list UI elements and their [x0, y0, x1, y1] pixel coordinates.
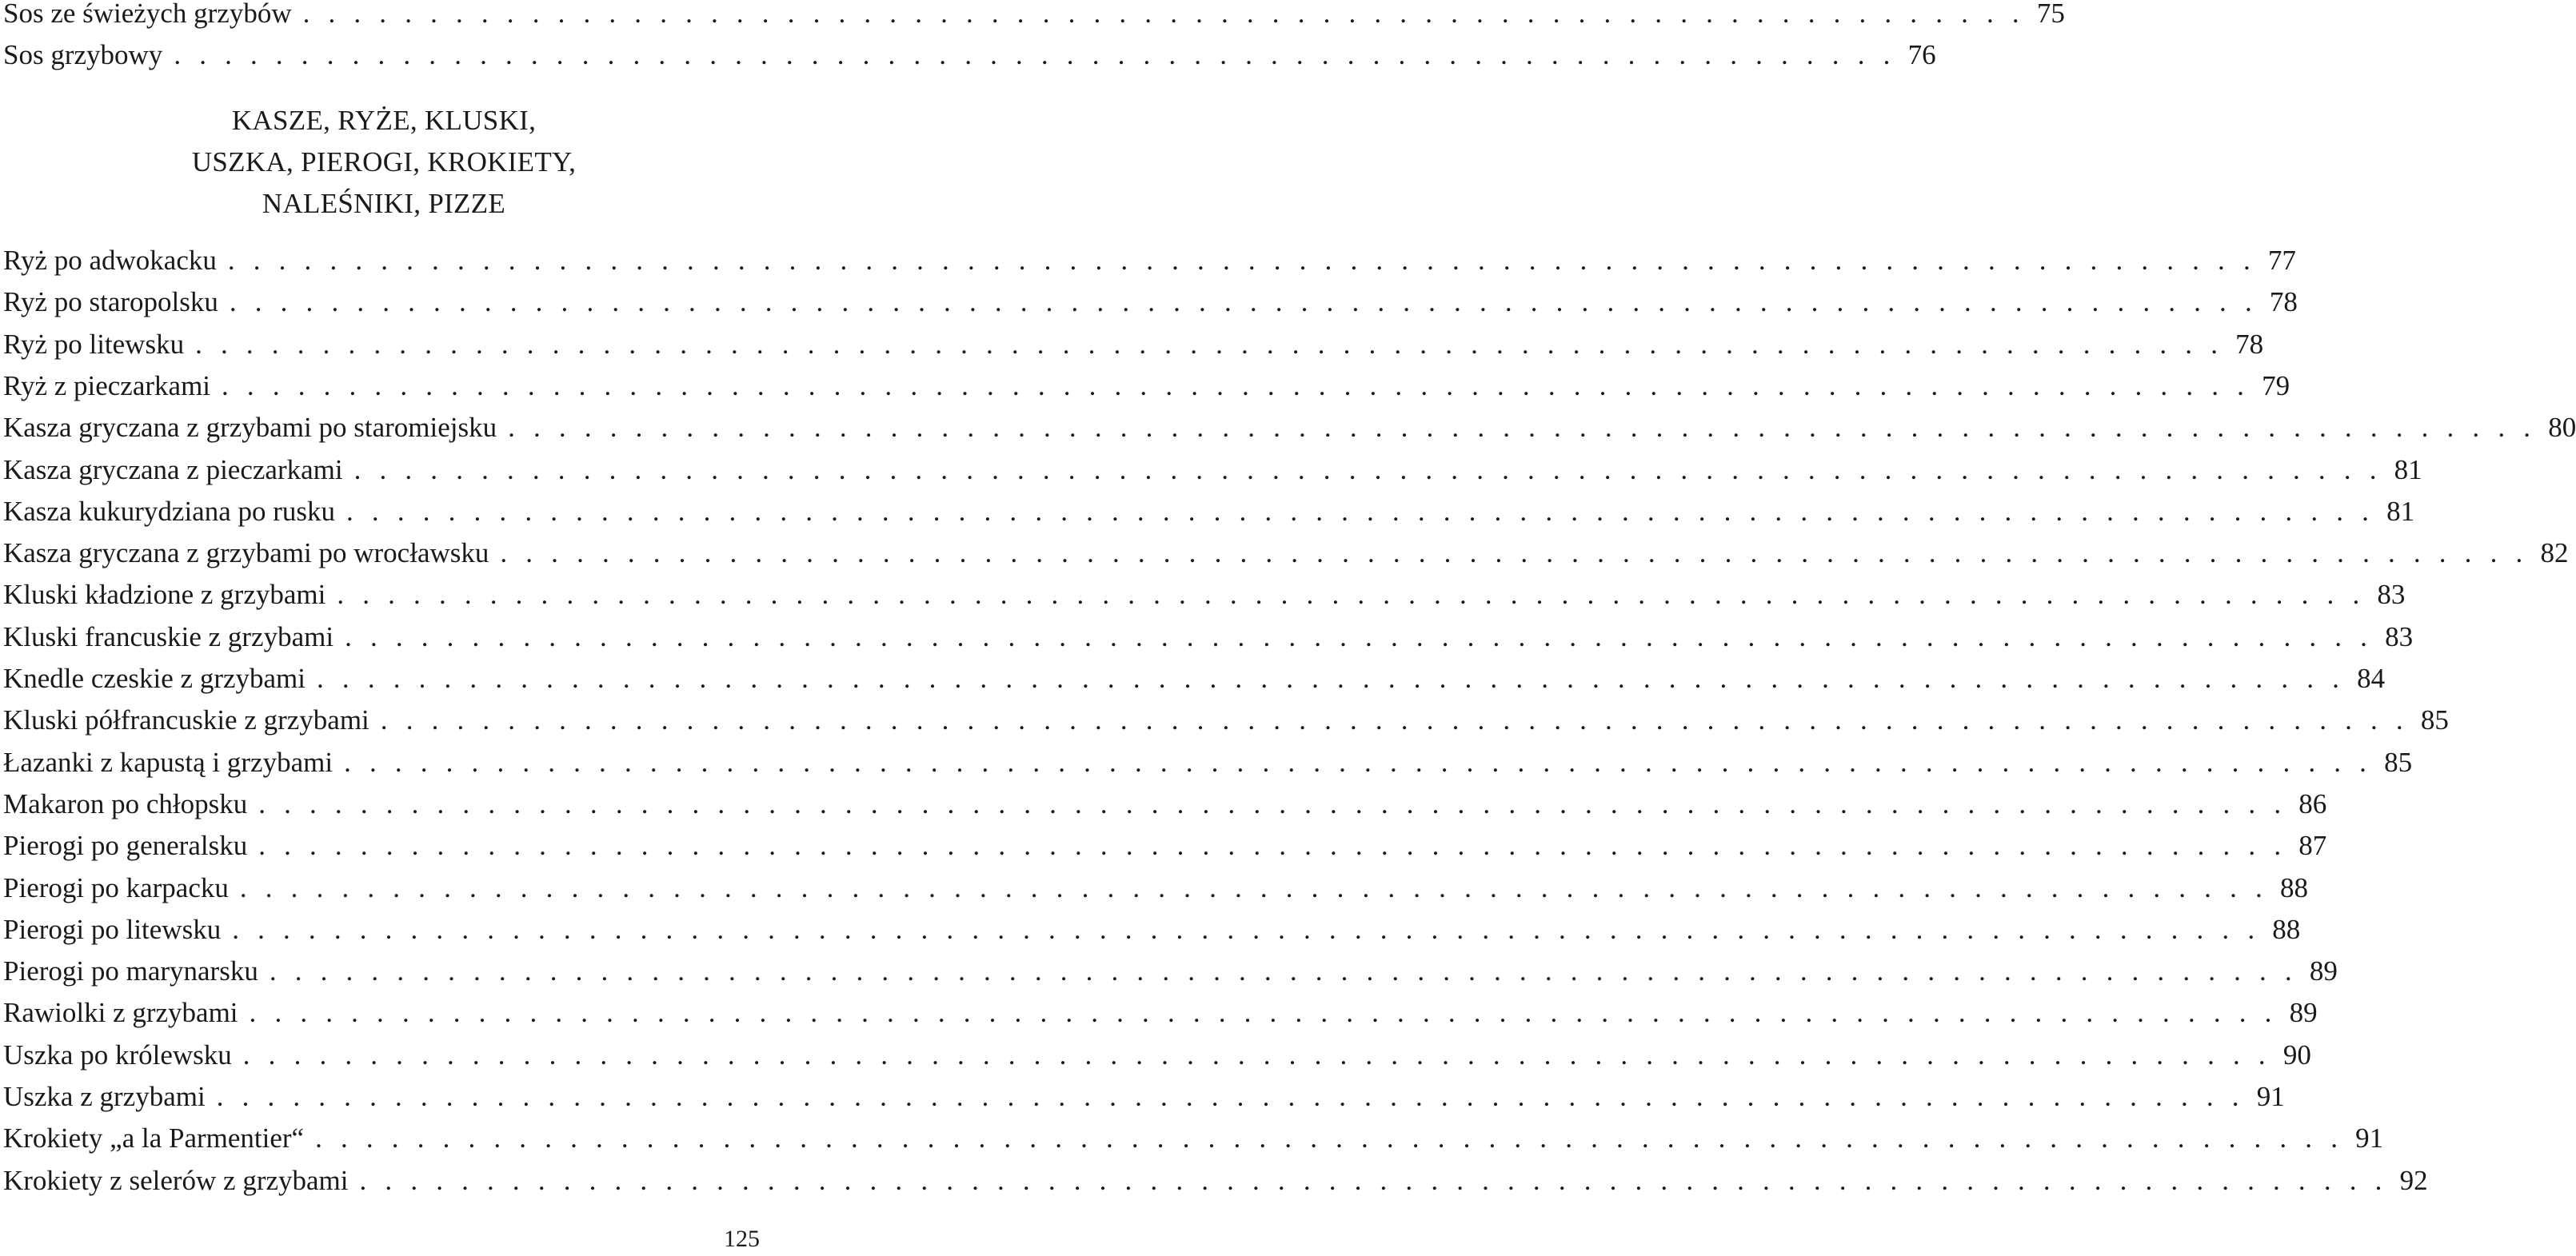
toc-entry	[3, 575, 2406, 615]
page-number: 125	[724, 1226, 760, 1252]
toc-entry-title: Uszka z grzybami	[3, 1081, 206, 1112]
toc-entry	[3, 951, 2338, 991]
toc-entry-page: 88	[2272, 913, 2301, 945]
toc-entry-title: Ryż z pieczarkami	[3, 369, 211, 401]
toc-entry-title: Sos grzybowy	[3, 39, 163, 70]
toc-entry-page: 80	[2548, 412, 2576, 444]
toc-entry	[3, 659, 2386, 699]
toc-entry-title: Ryż po staropolsku	[3, 286, 218, 318]
toc-entry-title: Krokiety z selerów z grzybami	[3, 1164, 349, 1196]
dot-leader: . . . . . . . . . . . . . . . . . . . . . . . . . . . . . . . . . . . . . . . . . . . . . . . . . . . . . . . . . . . . . . . . . . . . . . . . . . . . . . . .	[258, 830, 2287, 862]
toc-entry-title: Kasza gryczana z pieczarkami	[3, 453, 343, 485]
toc-entry-page: 84	[2357, 663, 2386, 694]
toc-entry	[3, 533, 2569, 573]
section-heading-line-1: KASZE, RYŻE, KLUSKI,	[231, 105, 537, 136]
dot-leader: . . . . . . . . . . . . . . . . . . . . . . . . . . . . . . . . . . . . . . . . . . . . . . . . . . . . . . . . . . . . . . . . . . . . . . . . . . . . . . . .	[344, 746, 2373, 778]
toc-entry-page: 91	[2256, 1081, 2285, 1112]
toc-entry-title: Kluski francuskie z grzybami	[3, 620, 334, 652]
toc-entry-page: 92	[2399, 1164, 2428, 1196]
toc-entry-page: 79	[2262, 369, 2290, 401]
dot-leader: . . . . . . . . . . . . . . . . . . . . . . . . . . . . . . . . . . . . . . . . . . . . . . . . . . . . . . . . . . . . . . . . . . . . . . . . . . . . . . . .	[359, 1164, 2388, 1196]
toc-entry-page: 78	[2235, 328, 2264, 360]
dot-leader: . . . . . . . . . . . . . . . . . . . . . . . . . . . . . . . . . . . . . . . . . . . . . . . . . . . . . . . . . . . . . . . . . . . . . . . . . . . . . . . .	[222, 369, 2251, 401]
toc-entry	[3, 1118, 2384, 1158]
toc-entry-page: 75	[2036, 0, 2065, 29]
dot-leader: . . . . . . . . . . . . . . . . . . . . . . . . . . . . . . . . . . . . . . . . . . . . . . . . . . . . . . . . . . . . . . . . . . . . . . . . . . . . . . . .	[380, 704, 2409, 736]
dot-leader: . . . . . . . . . . . . . . . . . . . . . . . . . . . . . . . . . . . . . . . . . . . . . . . . . . . . . . . . . . . . . . . . . . . .	[174, 39, 1896, 70]
dot-leader: . . . . . . . . . . . . . . . . . . . . . . . . . . . . . . . . . . . . . . . . . . . . . . . . . . . . . . . . . . . . . . . . . . . . . . . . . . . . . . . .	[216, 1081, 2245, 1112]
toc-entry-page: 89	[2289, 997, 2318, 1029]
toc-entry	[3, 408, 2576, 448]
toc-entry	[3, 1161, 2428, 1201]
dot-leader: . . . . . . . . . . . . . . . . . . . . . . . . . . . . . . . . . . . . . . . . . . . . . . . . . . . . . . . . . . . . . . . . . . . .	[302, 0, 2025, 29]
toc-entry-page: 78	[2269, 286, 2298, 318]
dot-leader: . . . . . . . . . . . . . . . . . . . . . . . . . . . . . . . . . . . . . . . . . . . . . . . . . . . . . . . . . . . . . . . . . . . . . . . . . . . . . . . .	[239, 871, 2268, 903]
toc-entry	[3, 366, 2290, 406]
toc-entry-page: 86	[2298, 787, 2327, 819]
dot-leader: . . . . . . . . . . . . . . . . . . . . . . . . . . . . . . . . . . . . . . . . . . . . . . . . . . . . . . . . . . . . . . . . . . . . . . . . . . . . . . . .	[500, 537, 2529, 569]
toc-entry-title: Kluski półfrancuskie z grzybami	[3, 704, 369, 736]
toc-entry-page: 81	[2394, 453, 2422, 485]
toc-entry-title: Pierogi po marynarsku	[3, 955, 258, 987]
toc-entry	[3, 743, 2413, 783]
toc-entry-page: 87	[2298, 830, 2327, 862]
toc-entry	[3, 35, 1936, 75]
toc-entry-page: 76	[1907, 39, 1936, 70]
dot-leader: . . . . . . . . . . . . . . . . . . . . . . . . . . . . . . . . . . . . . . . . . . . . . . . . . . . . . . . . . . . . . . . . . . . . . . . . . . . . . . . .	[346, 495, 2375, 527]
toc-entry	[3, 0, 2065, 34]
toc-entry	[3, 910, 2301, 950]
toc-entry-title: Knedle czeskie z grzybami	[3, 663, 306, 694]
toc-entry-title: Ryż po litewsku	[3, 328, 185, 360]
dot-leader: . . . . . . . . . . . . . . . . . . . . . . . . . . . . . . . . . . . . . . . . . . . . . . . . . . . . . . . . . . . . . . . . . . . . . . . . . . . . . . . .	[317, 663, 2346, 694]
toc-entry-title: Kasza kukurydziana po rusku	[3, 495, 336, 527]
toc-entry	[3, 617, 2414, 657]
toc-entry-page: 85	[2384, 746, 2413, 778]
toc-entry	[3, 492, 2415, 532]
dot-leader: . . . . . . . . . . . . . . . . . . . . . . . . . . . . . . . . . . . . . . . . . . . . . . . . . . . . . . . . . . . . . . . . . . . . . . . . . . . . . . . .	[315, 1122, 2344, 1154]
toc-entry	[3, 700, 2449, 740]
toc-entry	[3, 993, 2318, 1033]
dot-leader: . . . . . . . . . . . . . . . . . . . . . . . . . . . . . . . . . . . . . . . . . . . . . . . . . . . . . . . . . . . . . . . . . . . . . . . . . . . . . . . .	[508, 412, 2537, 444]
toc-entry-title: Pierogi po litewsku	[3, 913, 222, 945]
toc-entry-title: Sos ze świeżych grzybów	[3, 0, 292, 29]
toc-entry	[3, 241, 2296, 281]
dot-leader: . . . . . . . . . . . . . . . . . . . . . . . . . . . . . . . . . . . . . . . . . . . . . . . . . . . . . . . . . . . . . . . . . . . . . . . . . . . . . . . .	[337, 579, 2366, 611]
section-heading-line-3: NALEŚNIKI, PIZZE	[262, 188, 506, 219]
toc-entry-title: Kluski kładzione z grzybami	[3, 579, 326, 611]
toc-entry-title: Kasza gryczana z grzybami po wrocławsku	[3, 537, 489, 569]
toc-entry-page: 85	[2420, 704, 2449, 736]
toc-entry	[3, 282, 2298, 322]
toc-entry-title: Pierogi po generalsku	[3, 830, 248, 862]
dot-leader: . . . . . . . . . . . . . . . . . . . . . . . . . . . . . . . . . . . . . . . . . . . . . . . . . . . . . . . . . . . . . . . . . . . . . . . . . . . . . . . .	[229, 286, 2258, 318]
toc-entry-page: 83	[2385, 620, 2414, 652]
dot-leader: . . . . . . . . . . . . . . . . . . . . . . . . . . . . . . . . . . . . . . . . . . . . . . . . . . . . . . . . . . . . . . . . . . . . . . . . . . . . . . . .	[258, 787, 2287, 819]
dot-leader: . . . . . . . . . . . . . . . . . . . . . . . . . . . . . . . . . . . . . . . . . . . . . . . . . . . . . . . . . . . . . . . . . . . . . . . . . . . . . . . .	[353, 453, 2382, 485]
toc-entry-page: 77	[2267, 245, 2296, 276]
toc-entry-page: 81	[2386, 495, 2415, 527]
toc-entry	[3, 1077, 2285, 1117]
toc-entry-title: Pierogi po karpacku	[3, 871, 229, 903]
section-heading-line-2: USZKA, PIEROGI, KROKIETY,	[191, 146, 577, 177]
dot-leader: . . . . . . . . . . . . . . . . . . . . . . . . . . . . . . . . . . . . . . . . . . . . . . . . . . . . . . . . . . . . . . . . . . . . . . . . . . . . . . . .	[227, 245, 2256, 276]
toc-entry-title: Ryż po adwokacku	[3, 245, 217, 276]
toc-entry-title: Krokiety „a la Parmentier“	[3, 1122, 305, 1154]
toc-entry-title: Uszka po królewsku	[3, 1039, 232, 1071]
toc-entry-title: Łazanki z kapustą i grzybami	[3, 746, 333, 778]
toc-entry-page: 82	[2540, 537, 2569, 569]
toc-entry-page: 88	[2279, 871, 2308, 903]
dot-leader: . . . . . . . . . . . . . . . . . . . . . . . . . . . . . . . . . . . . . . . . . . . . . . . . . . . . . . . . . . . . . . . . . . . . . . . . . . . . . . . .	[249, 997, 2278, 1029]
toc-entry	[3, 784, 2327, 824]
toc-entry-title: Kasza gryczana z grzybami po staromiejsku	[3, 412, 497, 444]
dot-leader: . . . . . . . . . . . . . . . . . . . . . . . . . . . . . . . . . . . . . . . . . . . . . . . . . . . . . . . . . . . . . . . . . . . . . . . . . . . . . . . .	[242, 1039, 2271, 1071]
toc-entry	[3, 868, 2308, 908]
toc-entry-page: 91	[2355, 1122, 2384, 1154]
toc-entry	[3, 826, 2327, 866]
toc-entry-title: Rawiolki z grzybami	[3, 997, 238, 1029]
toc-entry-title: Makaron po chłopsku	[3, 787, 248, 819]
dot-leader: . . . . . . . . . . . . . . . . . . . . . . . . . . . . . . . . . . . . . . . . . . . . . . . . . . . . . . . . . . . . . . . . . . . . . . . . . . . . . . . .	[195, 328, 2224, 360]
toc-entry-page: 83	[2377, 579, 2406, 611]
dot-leader: . . . . . . . . . . . . . . . . . . . . . . . . . . . . . . . . . . . . . . . . . . . . . . . . . . . . . . . . . . . . . . . . . . . . . . . . . . . . . . . .	[232, 913, 2261, 945]
toc-entry	[3, 450, 2422, 490]
toc-entry-page: 89	[2309, 955, 2338, 987]
dot-leader: . . . . . . . . . . . . . . . . . . . . . . . . . . . . . . . . . . . . . . . . . . . . . . . . . . . . . . . . . . . . . . . . . . . . . . . . . . . . . . . .	[345, 620, 2374, 652]
toc-entry	[3, 1035, 2311, 1075]
toc-entry	[3, 325, 2264, 365]
dot-leader: . . . . . . . . . . . . . . . . . . . . . . . . . . . . . . . . . . . . . . . . . . . . . . . . . . . . . . . . . . . . . . . . . . . . . . . . . . . . . . . .	[269, 955, 2298, 987]
toc-entry-page: 90	[2282, 1039, 2311, 1071]
